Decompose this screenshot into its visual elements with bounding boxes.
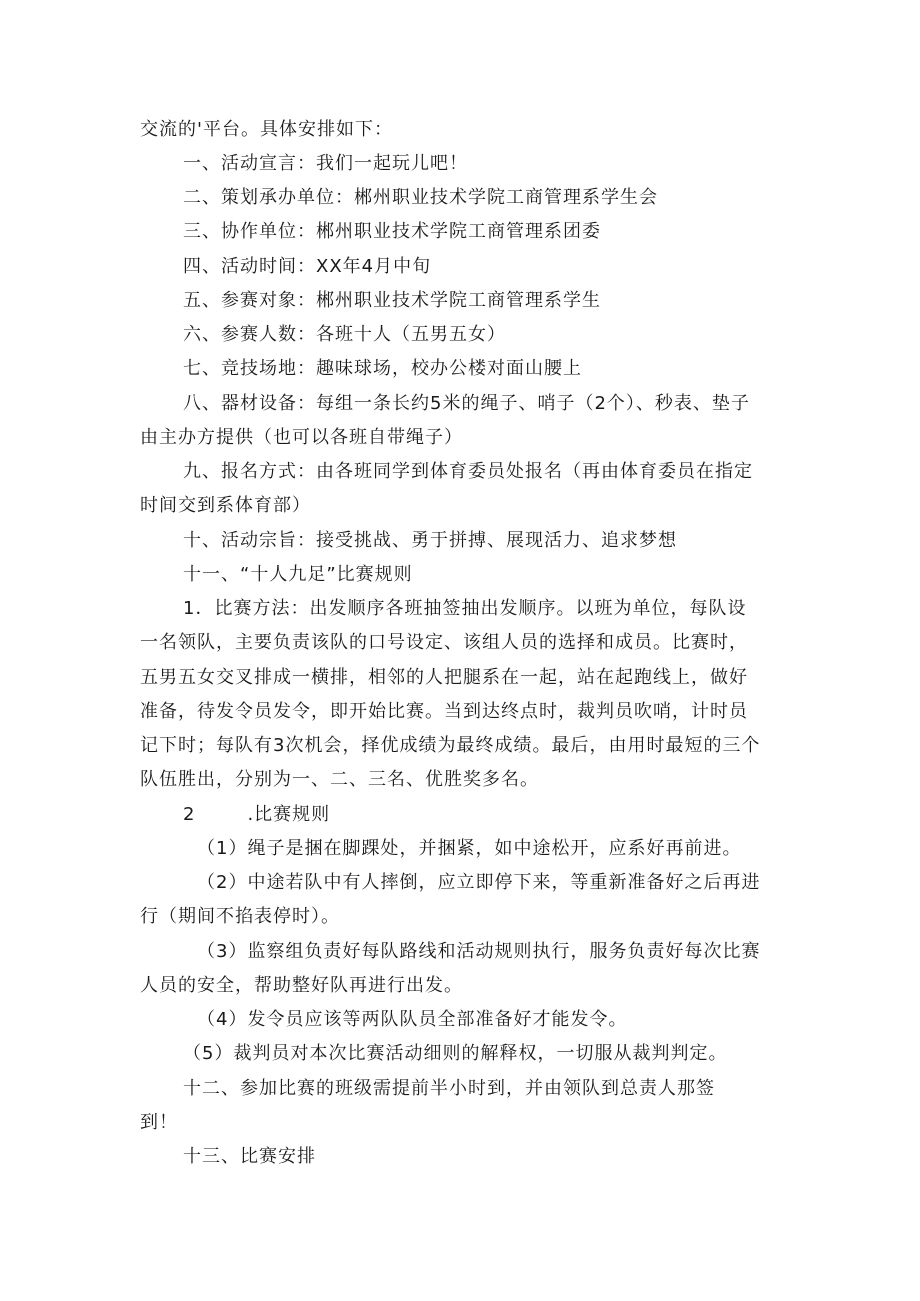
text-line: 八、器材设备：每组一条长约5米的绳子、哨子（2个）、秒表、垫子 (183, 393, 750, 414)
text-line: 十三、比赛安排 (183, 1146, 316, 1167)
text-line: 五男五女交叉排成一横排，相邻的人把腿系在一起，站在起跑线上，做好 (140, 667, 748, 688)
text-line: 准备，待发令员发令，即开始比赛。当到达终点时，裁判员吹哨，计时员 (140, 701, 748, 722)
text-line: 五、参赛对象：郴州职业技术学院工商管理系学生 (183, 290, 601, 311)
rules-heading (183, 803, 330, 827)
text-line: 人员的安全，帮助整好队再进行出发。 (140, 975, 463, 996)
text-line: 十一、“十人九足”比赛规则 (183, 564, 413, 585)
rules-heading-number: 2 (183, 804, 196, 825)
text-line: 一名领队，主要负责该队的口号设定、该组人员的选择和成员。比赛时， (140, 632, 748, 653)
text-line: 交流的'平台。具体安排如下： (140, 119, 393, 140)
text-line: 十二、参加比赛的班级需提前半小时到，并由领队到总责人那签 (183, 1078, 715, 1099)
text-line: 二、策划承办单位：郴州职业技术学院工商管理系学生会 (183, 187, 658, 208)
text-line: （5）裁判员对本次比赛活动细则的解释权，一切服从裁判判定。 (183, 1043, 728, 1064)
text-line: 由主办方提供（也可以各班自带绳子） (140, 427, 463, 448)
text-line: （1）绳子是捆在脚踝处，并捆紧，如中途松开，应系好再前进。 (197, 838, 742, 859)
text-line: 三、协作单位：郴州职业技术学院工商管理系团委 (183, 221, 601, 242)
text-line: 到！ (140, 1112, 178, 1133)
text-line: 七、竞技场地：趣味球场，校办公楼对面山腰上 (183, 358, 582, 379)
text-line: 行（期间不掐表停时）。 (140, 906, 340, 927)
text-line: 队伍胜出，分别为一、二、三名、优胜奖多名。 (140, 769, 539, 790)
rules-heading-text: .比赛规则 (247, 804, 331, 825)
text-line: （3）监察组负责好每队路线和活动规则执行，服务负责好每次比赛 (197, 941, 761, 962)
text-line: （4）发令员应该等两队队员全部准备好才能发令。 (197, 1009, 628, 1030)
text-line: 一、活动宣言：我们一起玩儿吧！ (183, 153, 468, 174)
text-line: 记下时；每队有3次机会，择优成绩为最终成绩。最后，由用时最短的三个 (140, 735, 761, 756)
text-line: 九、报名方式：由各班同学到体育委员处报名（再由体育委员在指定 (183, 461, 753, 482)
text-line: 四、活动时间：XX年4月中旬 (183, 256, 432, 277)
text-line: 六、参赛人数：各班十人（五男五女） (183, 324, 506, 345)
text-line: （2）中途若队中有人摔倒，应立即停下来，等重新准备好之后再进 (197, 872, 761, 893)
text-line: 1．比赛方法：出发顺序各班抽签抽出发顺序。以班为单位，每队设 (183, 598, 747, 619)
text-line: 时间交到系体育部） (140, 495, 311, 516)
text-line: 十、活动宗旨：接受挑战、勇于拼搏、展现活力、追求梦想 (183, 530, 677, 551)
